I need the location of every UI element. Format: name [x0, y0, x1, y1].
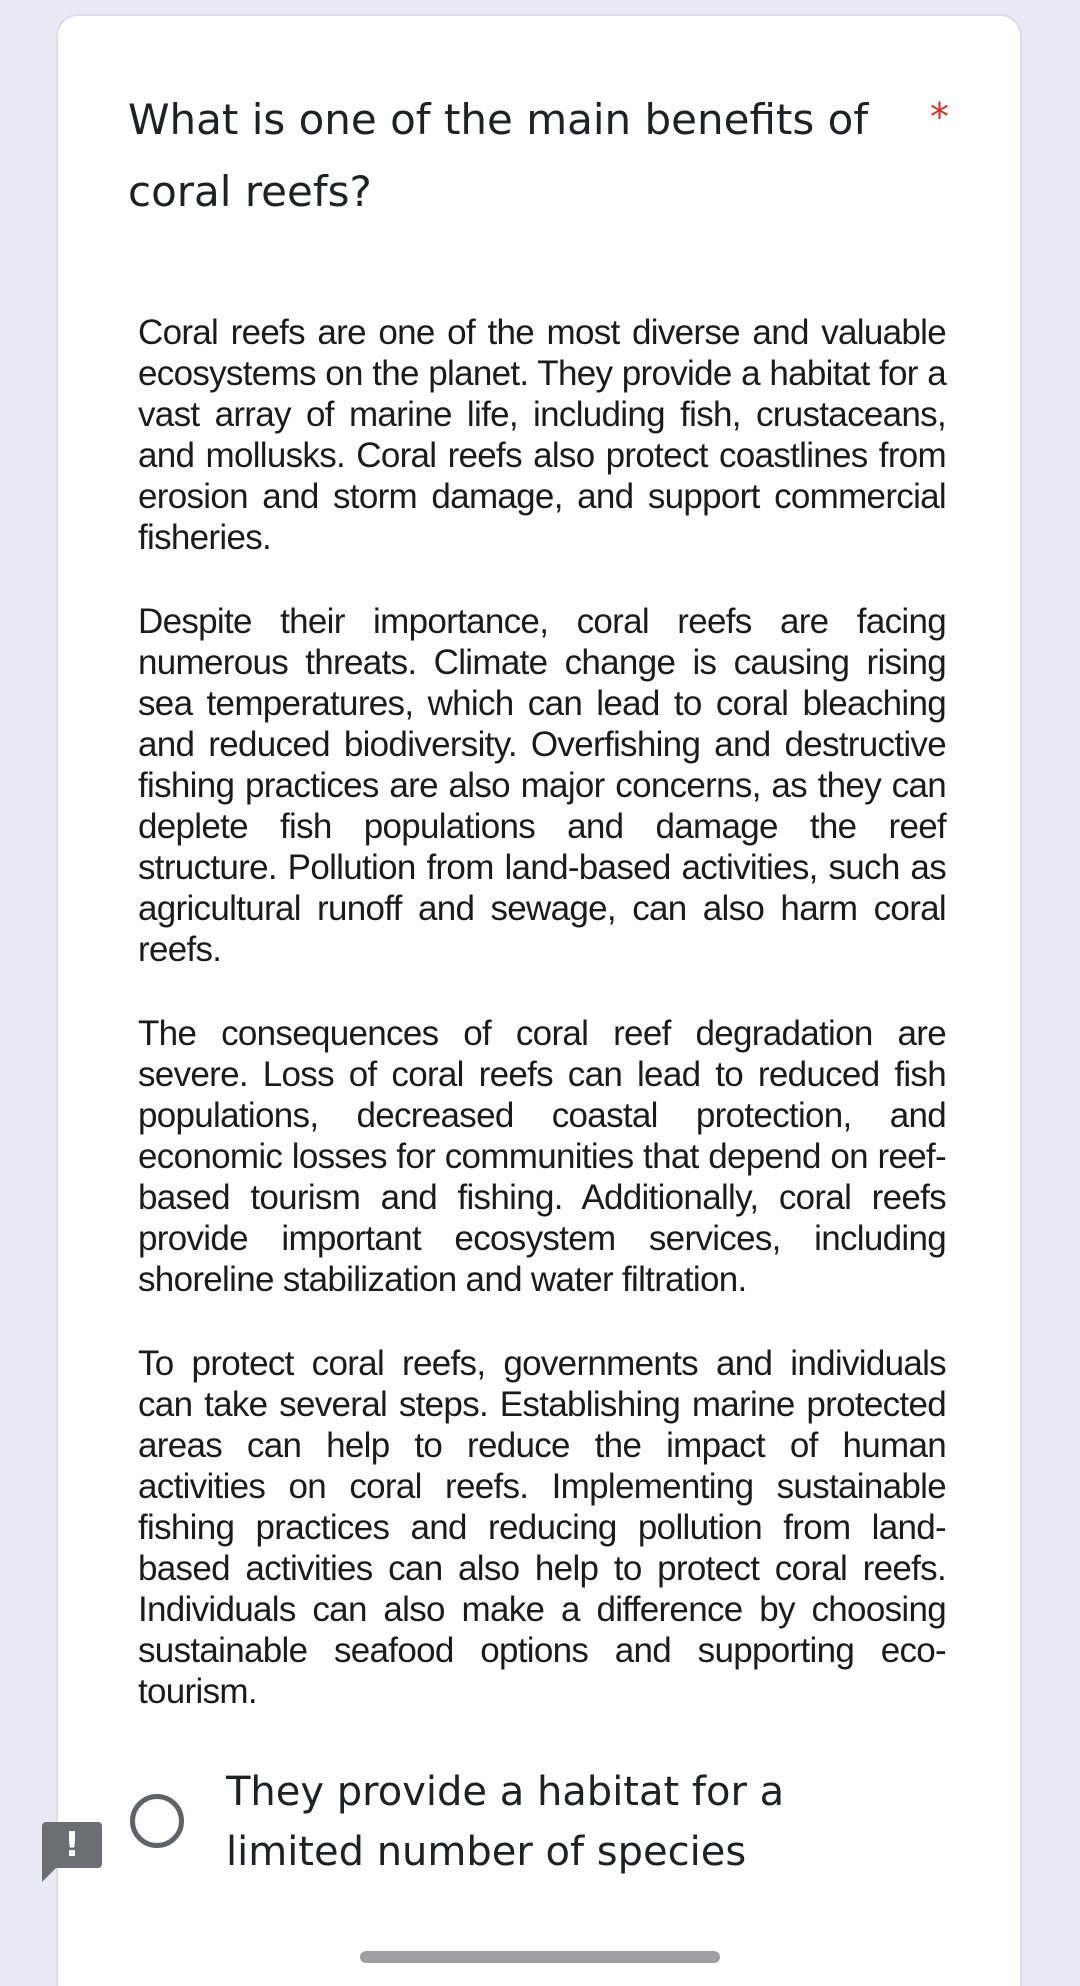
passage-image: [138, 312, 946, 1712]
option-label[interactable]: They provide a habitat for a limited number of species: [226, 1769, 785, 1875]
question-title: What is one of the main benefits of coral reefs?: [128, 95, 869, 216]
report-icon: !: [64, 1825, 80, 1865]
passage-paragraph: To protect coral reefs, governments and individuals can take several steps. Establishing marine protected areas can help to reduce the impact of human activities on coral reefs. Implementing sustainable fishing practices and reducing pollution from land-based activities can also help to protect coral reefs. Individuals can also make a difference by choosing sustainable seafood options and supporting eco-tourism.: [138, 1344, 946, 1711]
report-issue-button[interactable]: [42, 1822, 102, 1868]
home-indicator[interactable]: [360, 1951, 720, 1963]
passage-paragraph: The consequences of coral reef degradation are severe. Loss of coral reefs can lead to reduced fish populations, decreased coastal protection, and economic losses for communities that depend on reef-based tourism and fishing. Additionally, coral reefs provide important ecosystem services, including shoreline stabilization and water filtration.: [138, 1014, 946, 1299]
answer-option[interactable]: [128, 1762, 958, 1882]
passage-paragraph: Despite their importance, coral reefs are facing numerous threats. Climate change is causing rising sea temperatures, which can lead to coral bleaching and reduced biodiversity. Overfishing and destructive fishing practices are also major concerns, as they can deplete fish populations and damage the reef structure. Pollution from land-based activities, such as agricultural runoff and sewage, can also harm coral reefs.: [138, 602, 946, 969]
required-marker: *: [930, 95, 949, 139]
radio-button[interactable]: [130, 1794, 184, 1848]
passage-paragraph: Coral reefs are one of the most diverse and valuable ecosystems on the planet. They provide a habitat for a vast array of marine life, including fish, crustaceans, and mollusks. Coral reefs also protect coastlines from erosion and storm damage, and support commercial fisheries.: [138, 313, 946, 557]
